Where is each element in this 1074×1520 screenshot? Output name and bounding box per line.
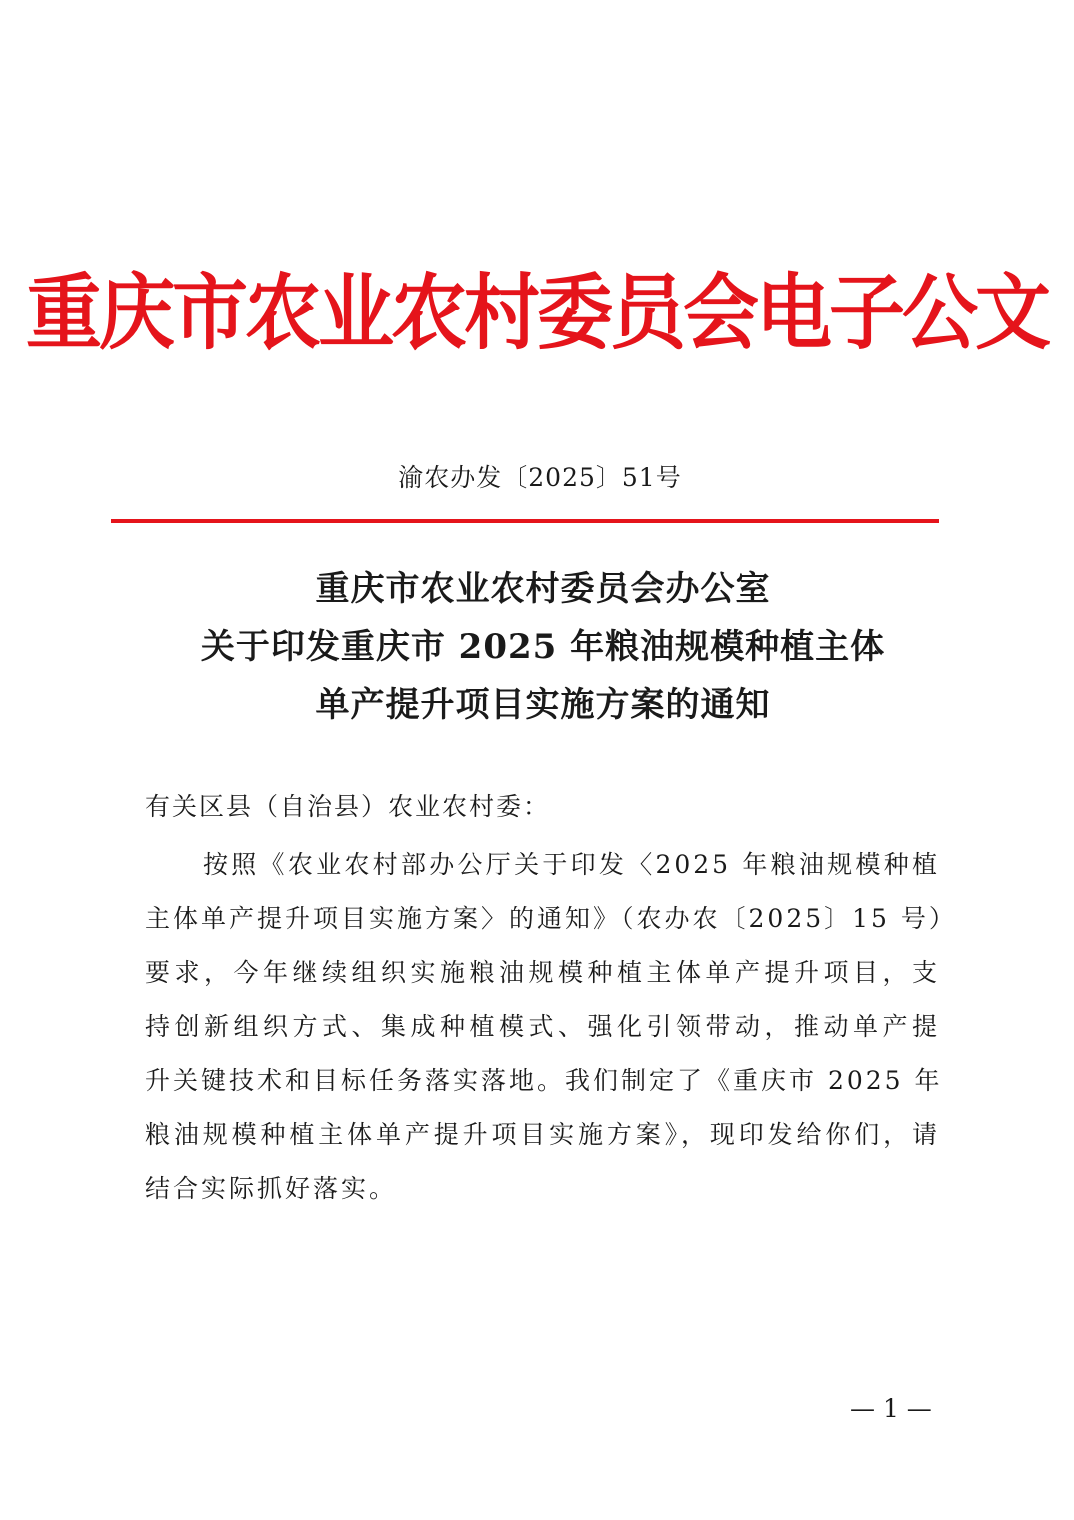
body-paragraph <box>145 838 957 1216</box>
document-title <box>0 560 1074 734</box>
body-line: 按照《农业农村部办公厅关于印发〈2025 年粮油规模种植 <box>203 850 940 879</box>
masthead-title: 重庆市农业农村委员会电子公文 <box>26 264 1048 361</box>
body-line: 持创新组织方式、集成种植模式、强化引领带动，推动单产提 <box>145 1012 940 1041</box>
title-line-1: 重庆市农业农村委员会办公室 <box>315 569 771 609</box>
title-line-2: 关于印发重庆市 2025 年粮油规模种植主体 <box>200 627 886 667</box>
body-line: 升关键技术和目标任务落实落地。我们制定了《重庆市 2025 年 <box>145 1066 943 1095</box>
body-line: 粮油规模种植主体单产提升项目实施方案》，现印发给你们，请 <box>145 1120 940 1149</box>
salutation: 有关区县（自治县）农业农村委： <box>145 792 551 821</box>
red-divider-line <box>111 519 939 523</box>
body-line: 结合实际抓好落实。 <box>145 1174 398 1203</box>
body-line: 主体单产提升项目实施方案〉的通知》（农办农〔2025〕15 号） <box>145 904 957 933</box>
document-number: 渝农办发〔2025〕51号 <box>398 463 682 492</box>
page-number: — 1 — <box>850 1394 932 1423</box>
title-line-3: 单产提升项目实施方案的通知 <box>315 685 771 725</box>
body-line: 要求，今年继续组织实施粮油规模种植主体单产提升项目，支 <box>145 958 940 987</box>
